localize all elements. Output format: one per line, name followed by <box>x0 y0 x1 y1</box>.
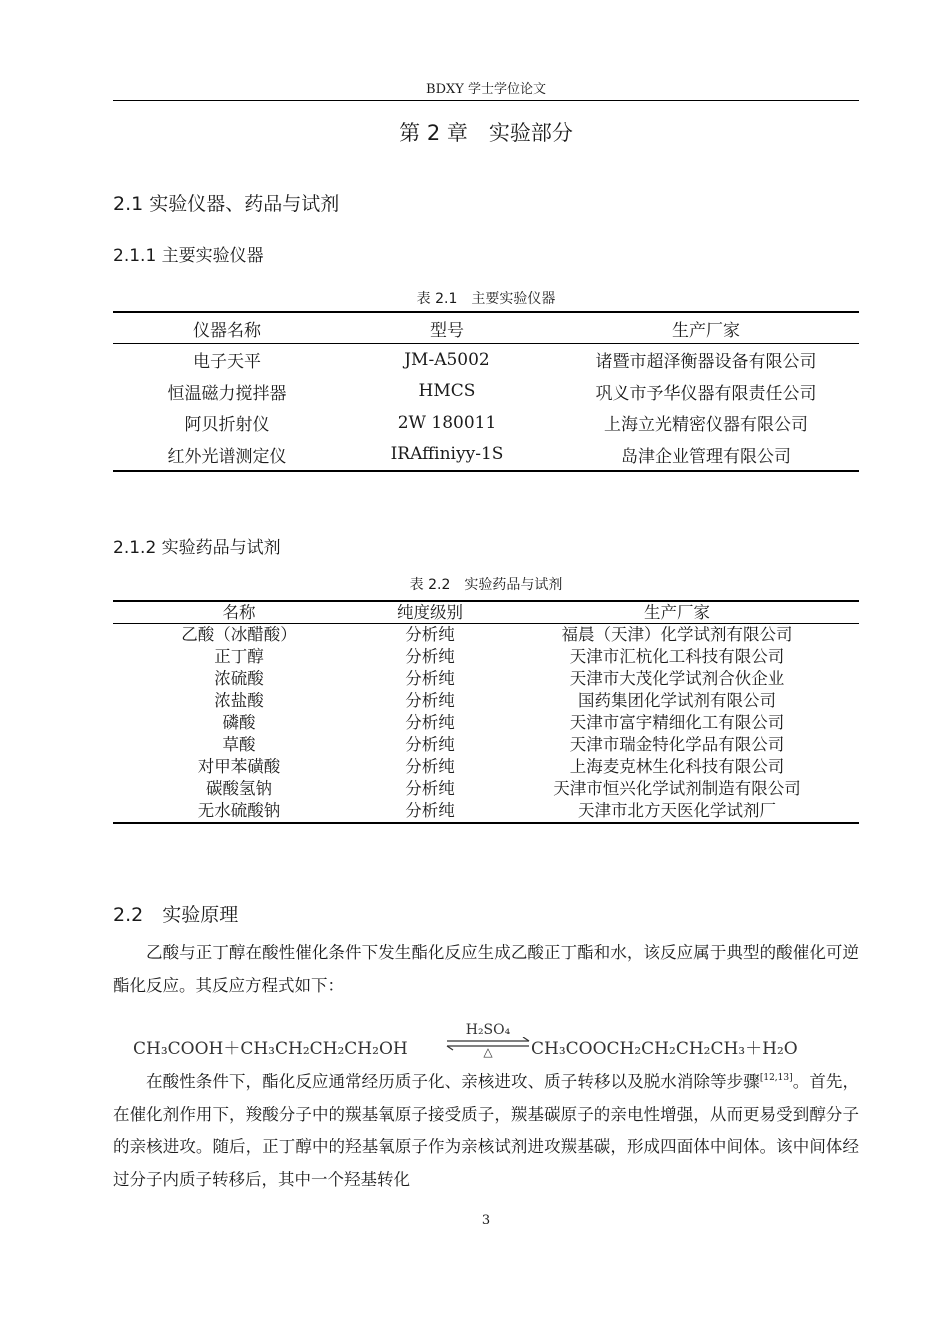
table-row <box>113 344 859 376</box>
table-cell: 恒温磁力搅拌器 <box>167 383 287 404</box>
equation-products: CH₃COOCH₂CH₂CH₂CH₃＋H₂O <box>531 1039 798 1059</box>
mechanism-paragraph <box>113 1066 859 1196</box>
mechanism-text-a: 在酸性条件下，酯化反应通常经历质子化、亲核进攻、质子转移以及脱水消除等步骤 <box>146 1072 760 1091</box>
table-cell: 阿贝折射仪 <box>184 415 270 436</box>
table-row <box>113 624 859 647</box>
table-row <box>113 690 859 712</box>
instrument-table <box>113 311 859 472</box>
table-cell: 分析纯 <box>405 713 455 732</box>
header-rule <box>113 100 859 101</box>
table-cell: 天津市富宇精细化工有限公司 <box>569 713 785 732</box>
column-header: 仪器名称 <box>113 312 341 344</box>
table-row <box>113 407 859 439</box>
table-cell: 分析纯 <box>405 669 455 688</box>
table-cell: 分析纯 <box>405 647 455 666</box>
table-cell: 分析纯 <box>405 735 455 754</box>
reagent-table <box>113 600 859 824</box>
table-row <box>113 376 859 408</box>
table-row <box>113 778 859 800</box>
table-cell: 浓硫酸 <box>214 669 264 688</box>
column-header: 名称 <box>113 601 365 624</box>
table-cell: 诸暨市超泽衡器设备有限公司 <box>595 352 817 373</box>
table2-caption: 表 2.2 实验药品与试剂 <box>409 577 563 593</box>
table-cell: 浓盐酸 <box>214 691 264 710</box>
table-cell: 天津市北方天医化学试剂厂 <box>578 801 776 820</box>
table-row <box>113 712 859 734</box>
table-cell: 分析纯 <box>405 625 455 644</box>
table-cell: 天津市大茂化学试剂合伙企业 <box>569 669 785 688</box>
table-cell: 上海麦克林生化科技有限公司 <box>569 757 785 776</box>
table-row <box>113 734 859 756</box>
table-cell: 天津市瑞金特化学品有限公司 <box>569 735 785 754</box>
table-cell: 碳酸氢钠 <box>206 779 272 798</box>
table-cell: 草酸 <box>222 735 256 754</box>
column-header: 生产厂家 <box>553 312 859 344</box>
table-row <box>113 439 859 472</box>
table-cell: 福晨（天津）化学试剂有限公司 <box>561 625 793 644</box>
section-2-1-1-heading: 2.1.1 主要实验仪器 <box>113 246 264 266</box>
page-header: BDXY 学士学位论文 <box>426 82 546 97</box>
table-row <box>113 756 859 778</box>
table-header-row <box>113 601 859 624</box>
table-cell: 上海立光精密仪器有限公司 <box>604 415 808 436</box>
table-cell: 对甲苯磺酸 <box>197 757 281 776</box>
table-header-row <box>113 312 859 344</box>
table-cell: 巩义市予华仪器有限责任公司 <box>595 383 817 404</box>
equation-reactants: CH₃COOH＋CH₃CH₂CH₂CH₂OH <box>133 1039 408 1059</box>
table-cell: 岛津企业管理有限公司 <box>621 446 791 467</box>
table-cell: 天津市汇杭化工科技有限公司 <box>569 647 785 666</box>
table-cell: 天津市恒兴化学试剂制造有限公司 <box>553 779 801 798</box>
table-cell: 正丁醇 <box>214 647 264 666</box>
column-header: 纯度级别 <box>365 601 495 624</box>
table-cell: 分析纯 <box>405 757 455 776</box>
catalyst-label: H₂SO₄ <box>465 1022 511 1038</box>
table1-caption: 表 2.1 主要实验仪器 <box>416 291 556 307</box>
table-row <box>113 668 859 690</box>
reaction-equation <box>133 1022 853 1062</box>
table-cell: 分析纯 <box>405 801 455 820</box>
chapter-title: 第 2 章 实验部分 <box>399 121 573 145</box>
citation[interactable]: [12,13] <box>759 1073 793 1083</box>
section-2-1-2-heading: 2.1.2 实验药品与试剂 <box>113 538 281 558</box>
mechanism-text-b: 。首先，在催化剂作用下，羧酸分子中的羰基氧原子接受质子，羰基碳原子的亲电性增强，从而更易受到醇分子的亲核进攻。随后，正丁醇中的羟基氧原子作为亲核试剂进攻羰基碳，形成四面体中间体。该中间体经过分子内质子转移后，其中一个羟基转化 <box>113 1072 860 1189</box>
table-cell: 分析纯 <box>405 779 455 798</box>
page-number: 3 <box>481 1213 491 1228</box>
table-cell: 无水硫酸钠 <box>197 801 281 820</box>
table-cell: 乙酸（冰醋酸） <box>181 625 297 644</box>
table-cell: 电子天平 <box>193 352 261 373</box>
heat-label: △ <box>483 1045 493 1059</box>
table-cell: 分析纯 <box>405 691 455 710</box>
column-header: 型号 <box>341 312 553 344</box>
table-row <box>113 800 859 823</box>
table-cell: HMCS <box>418 381 476 402</box>
section-2-2-heading: 2.2 实验原理 <box>113 904 239 926</box>
table-cell: IRAffiniyy-1S <box>390 444 504 465</box>
reversible-arrow <box>443 1022 533 1062</box>
table-cell: 磷酸 <box>222 713 256 732</box>
principle-paragraph: 乙酸与正丁醇在酸性催化条件下发生酯化反应生成乙酸正丁酯和水，该反应属于典型的酸催化可逆酯化反应。其反应方程式如下： <box>113 943 859 995</box>
column-header: 生产厂家 <box>495 601 859 624</box>
table-cell: 红外光谱测定仪 <box>167 446 287 467</box>
section-2-1-heading: 2.1 实验仪器、药品与试剂 <box>113 193 340 215</box>
table-cell: 2W 180011 <box>397 412 497 433</box>
table-cell: JM-A5002 <box>404 349 490 370</box>
table-row <box>113 646 859 668</box>
table-cell: 国药集团化学试剂有限公司 <box>578 691 776 710</box>
